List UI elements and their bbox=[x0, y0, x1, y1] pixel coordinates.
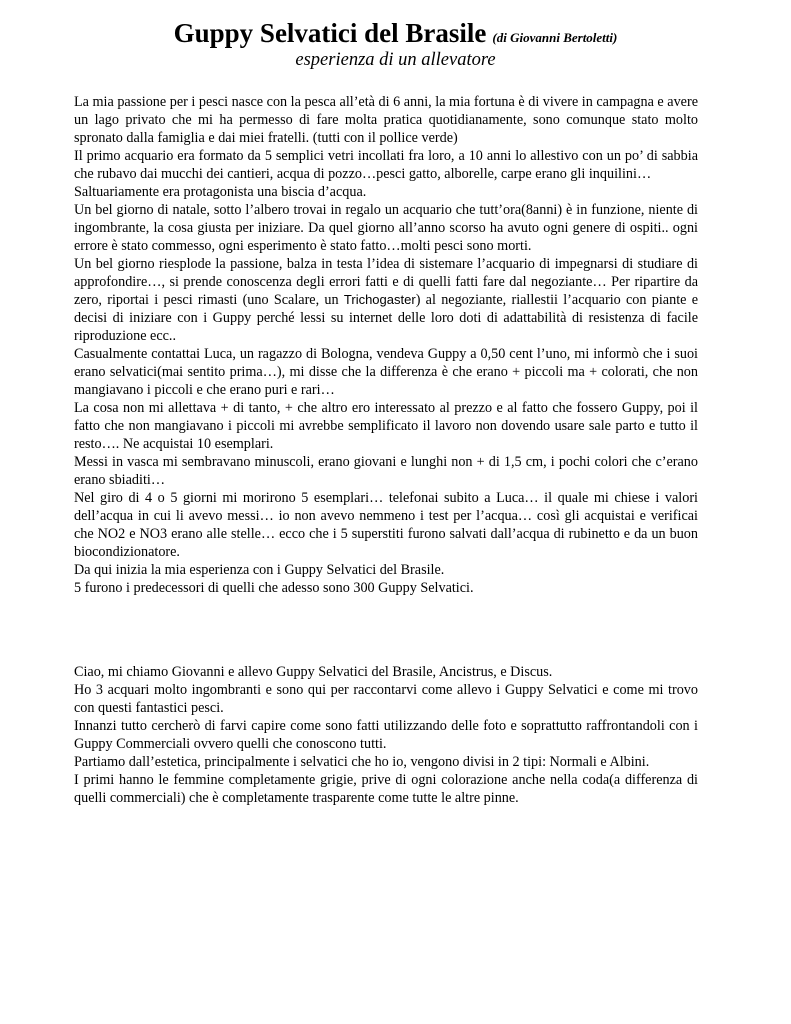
author-credit: (di Giovanni Bertoletti) bbox=[492, 30, 618, 45]
paragraph: 5 furono i predecessori di quelli che adesso sono 300 Guppy Selvatici. bbox=[74, 580, 474, 596]
paragraph: I primi hanno le femmine completamente grigie, prive di ogni colorazione anche nella coda(a differenza di quelli commerciali) che è completamente trasparente come tutte le altre pinne. bbox=[74, 772, 698, 806]
paragraph: Nel giro di 4 o 5 giorni mi morirono 5 esemplari… telefonai subito a Luca… il quale mi chiese i valori dell’acqua in cui li avevo messi… io non avevo nemmeno i test per l’acqua… così gli acquistai e verificai che NO2 e NO3 erano alle stelle… ecco che i 5 superstiti furono salvati dall’acqua di rubinetto e da un buon biocondizionatore. bbox=[74, 490, 698, 560]
paragraph: Ho 3 acquari molto ingombranti e sono qui per raccontarvi come allevo i Guppy Selvatici e come mi trovo con questi fantastici pesci. bbox=[74, 682, 698, 716]
paragraph: Messi in vasca mi sembravano minuscoli, erano giovani e lunghi non + di 1,5 cm, i pochi colori che c’erano erano sbiaditi… bbox=[74, 454, 698, 488]
paragraph bbox=[74, 255, 698, 345]
paragraph: Casualmente contattai Luca, un ragazzo di Bologna, vendeva Guppy a 0,50 cent l’uno, mi informò che i suoi erano selvatici(mai sentito prima…), mi disse che la differenza è che erano + piccoli ma + colorati, che non mangiavano i piccoli e che erano puri e rari… bbox=[74, 346, 698, 398]
species-name: Trichogaster bbox=[343, 292, 416, 307]
paragraph: Innanzi tutto cercherò di farvi capire come sono fatti utilizzando delle foto e soprattutto raffrontandoli con i Guppy Commerciali ovvero quelli che conoscono tutti. bbox=[74, 718, 698, 752]
intro-section bbox=[74, 663, 698, 807]
paragraph-text: Un bel giorno riesplode la passione, balza in testa l’idea di sistemare l’acquario di impegnarsi di studiare di approfondire…, si prende conoscenza degli errori fatti e di quelli fatti fare dal negoziante… Per ripartire da zero, riportai i pesci rimasti (uno Scalare, un bbox=[74, 256, 698, 308]
paragraph-text: ) al negoziante, riallestii l’acquario con piante e decisi di iniziare con i Guppy perché lessi su internet delle loro doti di adattabilità di resistenza di facile riproduzione ecc.. bbox=[74, 292, 699, 344]
document-subtitle: esperienza di un allevatore bbox=[295, 50, 496, 70]
story-section bbox=[74, 93, 698, 597]
paragraph: La cosa non mi allettava + di tanto, + che altro ero interessato al prezzo e al fatto che fossero Guppy, poi il fatto che non mangiavano i piccoli mi avrebbe semplificato il lavoro non dovendo usare sale parto e tutto il resto…. Ne acquistai 10 esemplari. bbox=[74, 400, 698, 452]
paragraph: Ciao, mi chiamo Giovanni e allevo Guppy Selvatici del Brasile, Ancistrus, e Discus. bbox=[74, 664, 553, 680]
paragraph: Un bel giorno di natale, sotto l’albero trovai in regalo un acquario che tutt’ora(8anni) è in funzione, niente di ingombrante, la cosa giusta per iniziare. Da quel giorno all’anno scorso ha avuto ogni genere di ospiti.. ogni errore è stato commesso, ogni esperimento è stato fatto…molti pesci sono morti. bbox=[74, 202, 698, 254]
paragraph: Partiamo dall’estetica, principalmente i selvatici che ho io, vengono divisi in 2 tipi: Normali e Albini. bbox=[74, 754, 650, 770]
document-title: Guppy Selvatici del Brasile bbox=[173, 18, 487, 48]
paragraph: La mia passione per i pesci nasce con la pesca all’età di 6 anni, la mia fortuna è di vivere in campagna e avere un lago privato che mi ha permesso di fare molta pratica quotidianamente, sono comunque stato molto spronato dalla famiglia e dai miei fratelli. (tutti con il pollice verde) bbox=[74, 94, 698, 146]
paragraph: Saltuariamente era protagonista una biscia d’acqua. bbox=[74, 184, 367, 200]
paragraph: Da qui inizia la mia esperienza con i Guppy Selvatici del Brasile. bbox=[74, 562, 445, 578]
paragraph: Il primo acquario era formato da 5 semplici vetri incollati fra loro, a 10 anni lo allestivo con un po’ di sabbia che rubavo dai mucchi dei cantieri, acqua di pozzo…pesci gatto, alborelle, carpe erano gli inquilini… bbox=[74, 148, 698, 182]
